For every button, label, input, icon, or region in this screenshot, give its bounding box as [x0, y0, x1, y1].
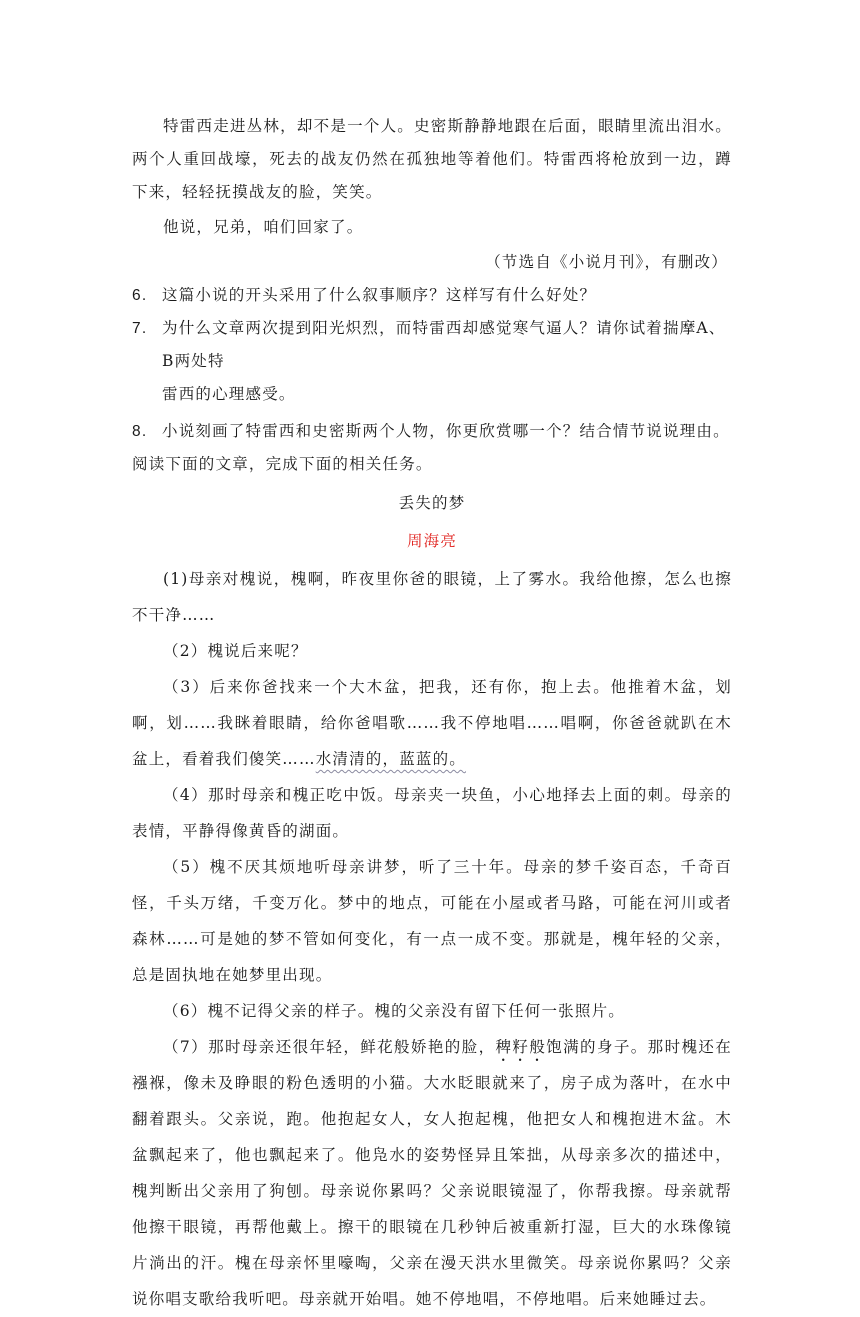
article-author: 周海亮 [406, 532, 458, 550]
reading-instruction: 阅读下面的文章，完成下面的相关任务。 [132, 455, 433, 473]
question-text: 小说刻画了特雷西和史密斯两个人物，你更欣赏哪一个？结合情节说说理由。 [162, 422, 730, 440]
article-paragraph-7 [132, 1029, 732, 1317]
article-paragraph-6: （6）槐不记得父亲的样子。槐的父亲没有留下任何一张照片。 [163, 1002, 625, 1020]
article-paragraph-3 [132, 669, 732, 777]
question-8 [132, 415, 732, 448]
question-text-continued: 雷西的心理感受。 [162, 385, 296, 403]
question-text: 这篇小说的开头采用了什么叙事顺序？这样写有什么好处？ [162, 286, 597, 304]
article-paragraph-2: （2）槐说后来呢？ [163, 642, 308, 660]
article-paragraph-1: (1)母亲对槐说，槐啊，昨夜里你爸的眼镜，上了雾水。我给他擦，怎么也擦不干净…… [132, 570, 732, 624]
question-7 [132, 312, 732, 378]
dotted-emphasis-text: 稗籽般 [495, 1038, 547, 1056]
paragraph-3-text: （3）后来你爸找来一个大木盆，把我，还有你，抱上去。他推着木盆，划啊，划……我眯着眼睛，给你爸唱歌……我不停地唱……唱啊，你爸爸就趴在木盆上，看着我们傻笑…… [132, 678, 732, 768]
question-number: 6. [132, 287, 148, 304]
question-number: 7. [132, 320, 148, 337]
paragraph-7-text-rest: 饱满的身子。那时槐还在襁褓，像未及睁眼的粉色透明的小猫。大水眨眼就来了，房子成为落叶，在水中翻着跟头。父亲说，跑。他抱起女人，女人抱起槐，他把女人和槐抱进木盆。木盆飘起来了，他也飘起来了。他凫水的姿势怪异且笨拙，从母亲多次的描述中，槐判断出父亲用了狗刨。母亲说你累吗？父亲说眼镜湿了，你帮我擦。母亲就帮他擦干眼镜，再帮他戴上。擦干的眼镜在几秒钟后被重新打湿，巨大的水珠像镜片淌出的汗。槐在母亲怀里嚎啕，父亲在漫天洪水里微笑。母亲说你累吗？父亲说你唱支歌给我听吧。母亲就开始唱。她不停地唱，不停地唱。后来她睡过去。 [132, 1038, 732, 1308]
story-paragraph: 特雷西走进丛林，却不是一个人。史密斯静静地跟在后面，眼睛里流出泪水。两个人重回战壕，死去的战友仍然在孤独地等着他们。特雷西将枪放到一边，蹲下来，轻轻抚摸战友的脸，笑笑。 [132, 117, 732, 201]
story-paragraph: 他说，兄弟，咱们回家了。 [163, 218, 364, 236]
question-number: 8. [132, 423, 148, 440]
wavy-underlined-text: 水清清的，蓝蓝的。 [315, 750, 467, 768]
question-text: 为什么文章两次提到阳光炽烈，而特雷西却感觉寒气逼人？请你试着揣摩A、B两处特 [162, 319, 726, 370]
paragraph-7-text-start: （7）那时母亲还很年轻，鲜花般娇艳的脸， [163, 1038, 496, 1056]
article-paragraph-5: （5）槐不厌其烦地听母亲讲梦，听了三十年。母亲的梦千姿百态，千奇百怪，千头万绪，千变万化。梦中的地点，可能在小屋或者马路，可能在河川或者森林……可是她的梦不管如何变化，有一点一成不变。那就是，槐年轻的父亲，总是固执地在她梦里出现。 [132, 858, 732, 984]
document-page [132, 110, 732, 1317]
article-title: 丢失的梦 [398, 494, 466, 512]
article-paragraph-4: （4）那时母亲和槐正吃中饭。母亲夹一块鱼，小心地择去上面的刺。母亲的表情，平静得像黄昏的湖面。 [132, 786, 732, 840]
question-6 [132, 279, 732, 312]
source-note: （节选自《小说月刊》，有删改） [485, 253, 728, 271]
